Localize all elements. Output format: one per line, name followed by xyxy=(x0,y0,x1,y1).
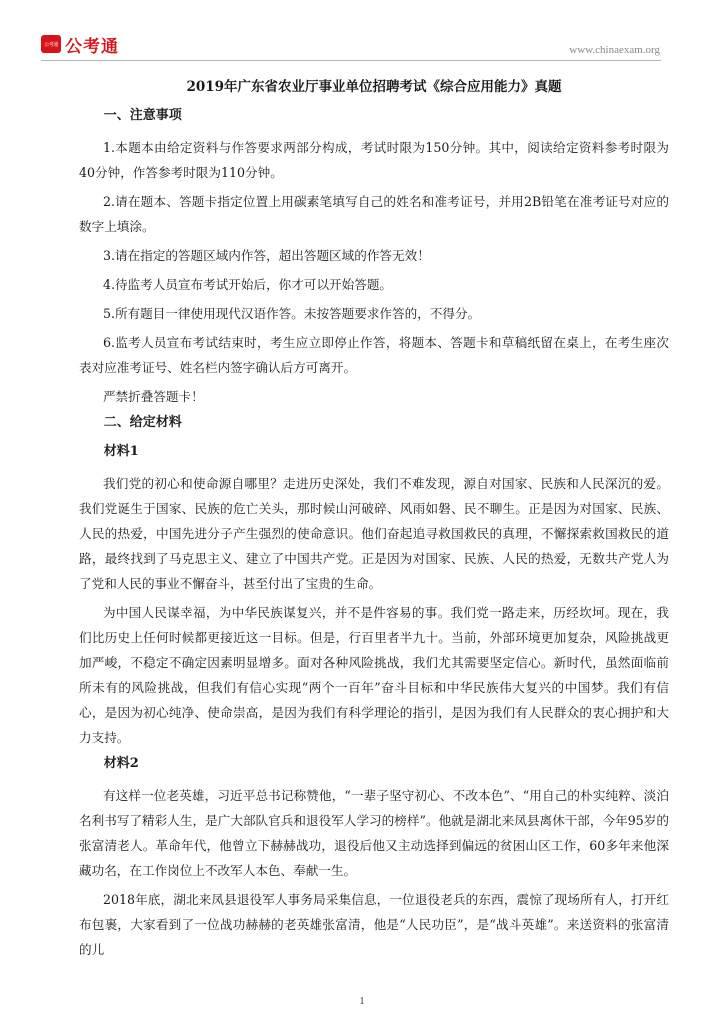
material-paragraph: 为中国人民谋幸福，为中华民族谋复兴，并不是件容易的事。我们党一路走来，历经坎坷。现在，我们比历史上任何时候都更接近这一目标。但是，行百里者半九十。当前，外部环境更加复杂，风险挑战更加严峻，不稳定不确定因素明显增多。面对各种风险挑战，我们尤其需要坚定信心。新时代，虽然面临前所未有的风险挑战，但我们有信心实现“两个一百年”奋斗目标和中华民族伟大复兴的中国梦。我们有信心，是因为初心纯净、使命崇高，是因为我们有科学理论的指引，是因为我们有人民群众的衷心拥护和大力支持。 xyxy=(79,605,669,745)
document-body xyxy=(79,77,669,966)
material-label: 材料1 xyxy=(103,444,139,459)
note-paragraph: 4.待监考人员宣布考试开始后，你才可以开始答题。 xyxy=(102,277,393,292)
section-heading-notes: 一、注意事项 xyxy=(103,108,182,123)
note-paragraph: 1.本题本由给定资料与作答要求两部分构成，考试时限为150分钟。其中，阅读给定资料参考时限为40分钟，作答参考时限为110分钟。 xyxy=(79,140,669,180)
note-paragraph: 2.请在题本、答题卡指定位置上用碳素笔填写自己的姓名和准考证号，并用2B铅笔在准考证号对应的数字上填涂。 xyxy=(79,194,669,234)
logo-text: 公考通 xyxy=(65,36,119,57)
note-paragraph: 3.请在指定的答题区域内作答，超出答题区域的作答无效！ xyxy=(102,248,430,263)
note-paragraph: 6.监考人员宣布考试结束时，考生应立即停止作答，将题本、答题卡和草稿纸留在桌上，在考生座次表对应准考证号、姓名栏内签字确认后方可离开。 xyxy=(79,335,669,375)
site-url[interactable]: www.chinaexam.org xyxy=(569,44,660,56)
note-paragraph: 严禁折叠答题卡！ xyxy=(102,389,204,404)
note-paragraph: 5.所有题目一律使用现代汉语作答。未按答题要求作答的，不得分。 xyxy=(102,306,481,321)
material-label: 材料2 xyxy=(103,756,139,771)
page-header xyxy=(0,0,724,66)
section-heading-materials: 二、给定材料 xyxy=(103,415,182,430)
logo-badge-icon: 公考通 xyxy=(41,35,61,53)
material-paragraph: 有这样一位老英雄，习近平总书记称赞他，“一辈子坚守初心、不改本色”、“用自己的朴实纯粹、淡泊名利书写了精彩人生，是广大部队官兵和退役军人学习的榜样”。他就是湖北来凤县离休干部，今年95岁的张富清老人。革命年代，他曾立下赫赫战功，退役后他又主动选择到偏远的贫困山区工作，60多年来他深藏功名，在工作岗位上不改军人本色、奉献一生。 xyxy=(79,788,669,878)
material-paragraph: 我们党的初心和使命源自哪里？走进历史深处，我们不难发现，源自对国家、民族和人民深沉的爱。我们党诞生于国家、民族的危亡关头，那时候山河破碎、风雨如磐、民不聊生。正是因为对国家、民族、人民的热爱，中国先进分子产生强烈的使命意识。他们奋起追寻救国救民的真理，不懈探索救国救民的道路，最终找到了马克思主义、建立了中国共产党。正是因为对国家、民族、人民的热爱，无数共产党人为了党和人民的事业不懈奋斗，甚至付出了宝贵的生命。 xyxy=(79,476,669,591)
page-number: 1 xyxy=(359,996,365,1007)
document-title: 2019年广东省农业厅事业单位招聘考试《综合应用能力》真题 xyxy=(186,79,562,95)
header-divider xyxy=(41,60,661,61)
brand-logo[interactable] xyxy=(41,34,119,57)
material-paragraph: 2018年底，湖北来凤县退役军人事务局采集信息，一位退役老兵的东西，震惊了现场所有人，打开红布包裹，大家看到了一位战功赫赫的老英雄张富清，他是“人民功臣”，是“战斗英雄”。来送资料的张富清的儿 xyxy=(79,892,669,957)
